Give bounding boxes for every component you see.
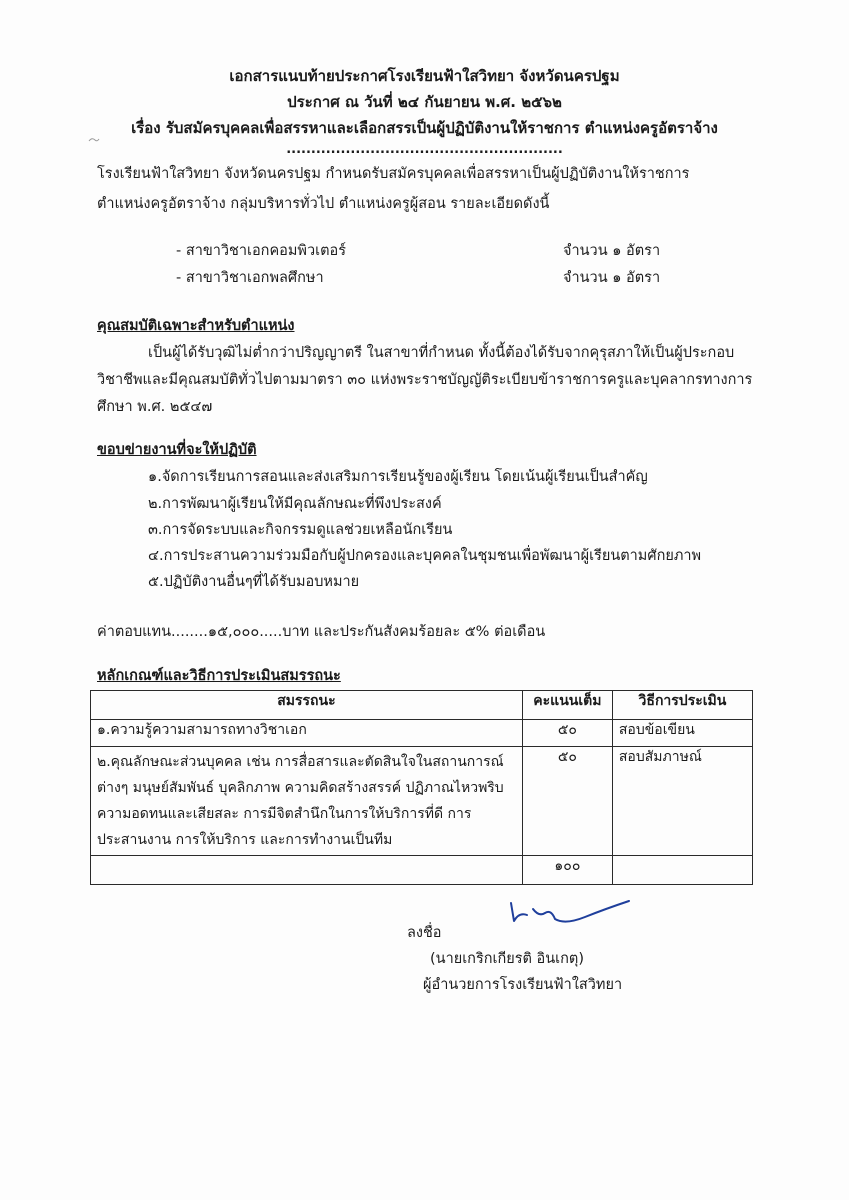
skill-cell: ๑.ความรู้ความสามารถทางวิชาเอก (91, 720, 523, 747)
subject-name: - สาขาวิชาเอกคอมพิวเตอร์ (176, 243, 346, 259)
qualifications-line-1: เป็นผู้ได้รับวุฒิไม่ต่ำกว่าปริญญาตรี ในสาขาที่กำหนด ทั้งนี้ต้องได้รับจากคุรุสภาให้เป็นผู้ประกอบ (148, 345, 735, 361)
header-line-1: เอกสารแนบท้ายประกาศโรงเรียนฟ้าใสวิทยา จังหวัดนครปฐม (229, 67, 620, 85)
skill-line: ประสานงาน การให้บริการ และการทำงานเป็นทีม (97, 832, 393, 848)
header-line-3: เรื่อง รับสมัครบุคคลเพื่อสรรหาและเลือกสรรเป็นผู้ปฏิบัติงานให้ราชการ ตำแหน่งครูอัตราจ้าง (131, 119, 718, 137)
column-header-score: คะแนนเต็ม (522, 691, 612, 720)
column-header-method: วิธีการประเมิน (612, 691, 752, 720)
skill-line: ความอดทนและเสียสละ การมีจิตสำนึกในการให้บริการที่ดี การ (97, 806, 472, 822)
skill-line: ๒.คุณลักษณะส่วนบุคคล เช่น การสื่อสารและตัดสินใจในสถานการณ์ (97, 754, 504, 770)
pay-line: ค่าตอบแทน........๑๕,๐๐๐.....บาท และประกันสังคมร้อยละ ๕% ต่อเดือน (97, 624, 546, 640)
table-row (91, 720, 753, 747)
score-cell: ๕๐ (522, 720, 612, 747)
skill-line: ต่างๆ มนุษย์สัมพันธ์ บุคลิกภาพ ความคิดสร้างสรรค์ ปฏิภาณไหวพริบ (97, 780, 504, 796)
intro-line-2: ตำแหน่งครูอัตราจ้าง กลุ่มบริหารทั่วไป ตำแหน่งครูผู้สอน รายละเอียดดังนี้ (97, 196, 550, 212)
score-cell: ๕๐ (522, 747, 612, 856)
signature-title: ผู้อำนวยการโรงเรียนฟ้าใสวิทยา (423, 977, 623, 993)
subject-name: - สาขาวิชาเอกพลศึกษา (176, 270, 324, 286)
intro-line-1: โรงเรียนฟ้าใสวิทยา จังหวัดนครปฐม กำหนดรับสมัครบุคคลเพื่อสรรหาเป็นผู้ปฏิบัติงานให้ราชการ (97, 166, 690, 182)
duty-item: ๕.ปฏิบัติงานอื่นๆที่ได้รับมอบหมาย (148, 574, 360, 590)
signature-label: ลงชื่อ (407, 925, 442, 941)
duties-heading: ขอบข่ายงานที่จะให้ปฏิบัติ (97, 442, 257, 458)
table-total-row (91, 856, 753, 885)
duty-item: ๔.การประสานความร่วมมือกับผู้ปกครองและบุคคลในชุมชนเพื่อพัฒนาผู้เรียนตามศักยภาพ (148, 548, 702, 564)
qualifications-line-2: วิชาชีพและมีคุณสมบัติทั่วไปตามมาตรา ๓๐ แห่งพระราชบัญญัติระเบียบข้าราชการครูและบุคลากรทางการ (97, 372, 753, 388)
total-score-cell: ๑๐๐ (522, 856, 612, 885)
scan-mark (88, 136, 100, 144)
signature-name: (นายเกริกเกียรติ อินเกตุ) (430, 951, 584, 967)
header-divider-dots: ........................................................ (286, 142, 563, 157)
qualifications-line-3: ศึกษา พ.ศ. ๒๕๔๗ (97, 399, 213, 415)
skill-cell (91, 747, 523, 856)
duty-item: ๑.จัดการเรียนการสอนและส่งเสริมการเรียนรู้ของผู้เรียน โดยเน้นผู้เรียนเป็นสำคัญ (148, 469, 648, 485)
duty-item: ๒.การพัฒนาผู้เรียนให้มีคุณลักษณะที่พึงประสงค์ (148, 496, 442, 512)
subject-count: จำนวน ๑ อัตรา (563, 270, 661, 286)
table-header-row (91, 691, 753, 720)
column-header-skill: สมรรถนะ (91, 691, 523, 720)
method-cell: สอบสัมภาษณ์ (612, 747, 752, 856)
qualifications-heading: คุณสมบัติเฉพาะสำหรับตำแหน่ง (97, 318, 295, 334)
table-row (91, 747, 753, 856)
duty-item: ๓.การจัดระบบและกิจกรรมดูแลช่วยเหลือนักเรียน (148, 522, 453, 538)
assessment-heading: หลักเกณฑ์และวิธีการประเมินสมรรถนะ (97, 668, 341, 684)
subject-count: จำนวน ๑ อัตรา (563, 243, 661, 259)
handwritten-signature (505, 897, 635, 935)
method-cell: สอบข้อเขียน (612, 720, 752, 747)
assessment-table (90, 690, 753, 885)
total-method-cell (612, 856, 752, 885)
total-label-cell (91, 856, 523, 885)
header-line-2: ประกาศ ณ วันที่ ๒๔ กันยายน พ.ศ. ๒๕๖๒ (287, 93, 562, 111)
